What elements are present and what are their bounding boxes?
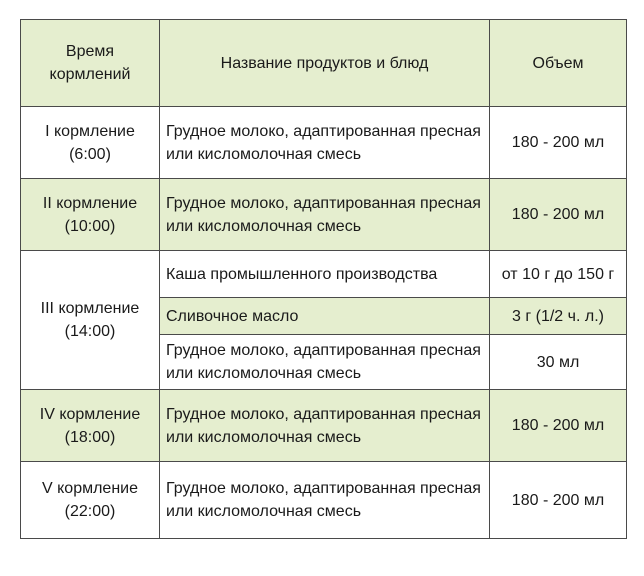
feeding-time-cell (21, 107, 160, 179)
header-volume: Объем (490, 20, 627, 107)
product-line: Сливочное масло (166, 307, 299, 325)
product-line: или кисломолочная смесь (166, 217, 362, 235)
product-line: или кисломолочная смесь (166, 428, 362, 446)
feeding-time-cell (21, 179, 160, 251)
feeding-time: (18:00) (64, 428, 116, 446)
feeding-schedule-table (20, 19, 627, 539)
table-header-row (21, 20, 627, 107)
product-cell (160, 107, 490, 179)
product-line: Грудное молоко, адаптированная пресная (166, 342, 481, 359)
feeding-time-cell (21, 251, 160, 390)
feeding-time: (14:00) (64, 323, 116, 340)
product-cell (160, 251, 490, 298)
feeding-time: (22:00) (64, 503, 116, 520)
feeding-label: V кормление (42, 480, 138, 497)
feeding-time-cell (21, 390, 160, 462)
table-row (21, 107, 627, 179)
volume-cell: 180 - 200 мл (490, 390, 627, 462)
feeding-time: (6:00) (69, 145, 111, 163)
table-row (21, 251, 627, 298)
feeding-label: I кормление (45, 122, 135, 140)
product-line: Грудное молоко, адаптированная пресная (166, 194, 481, 212)
product-cell (160, 298, 490, 335)
product-line: Каша промышленного производства (166, 265, 438, 283)
product-cell (160, 390, 490, 462)
feeding-label: IV кормление (39, 405, 141, 423)
product-cell (160, 179, 490, 251)
table-row (21, 390, 627, 462)
feeding-time: (10:00) (64, 217, 116, 235)
feeding-label: III кормление (40, 300, 140, 317)
feeding-label: II кормление (42, 194, 138, 212)
feeding-time-cell (21, 462, 160, 539)
header-time (21, 20, 160, 107)
volume-cell: 180 - 200 мл (490, 462, 627, 539)
product-cell (160, 335, 490, 390)
product-line: Грудное молоко, адаптированная пресная (166, 122, 481, 140)
product-line: или кисломолочная смесь (166, 145, 362, 163)
product-line: Грудное молоко, адаптированная пресная (166, 480, 481, 497)
product-line: или кисломолочная смесь (166, 503, 362, 520)
header-time-line1: Время (65, 43, 115, 60)
product-line: или кисломолочная смесь (166, 365, 362, 382)
header-time-line2: кормлений (49, 66, 131, 83)
volume-cell: 30 мл (490, 335, 627, 390)
product-cell (160, 462, 490, 539)
volume-cell: 3 г (1/2 ч. л.) (490, 298, 627, 335)
header-product: Название продуктов и блюд (160, 20, 490, 107)
table-row (21, 179, 627, 251)
volume-cell: 180 - 200 мл (490, 107, 627, 179)
table-row (21, 462, 627, 539)
volume-cell: 180 - 200 мл (490, 179, 627, 251)
product-line: Грудное молоко, адаптированная пресная (166, 405, 481, 423)
volume-cell: от 10 г до 150 г (490, 251, 627, 298)
